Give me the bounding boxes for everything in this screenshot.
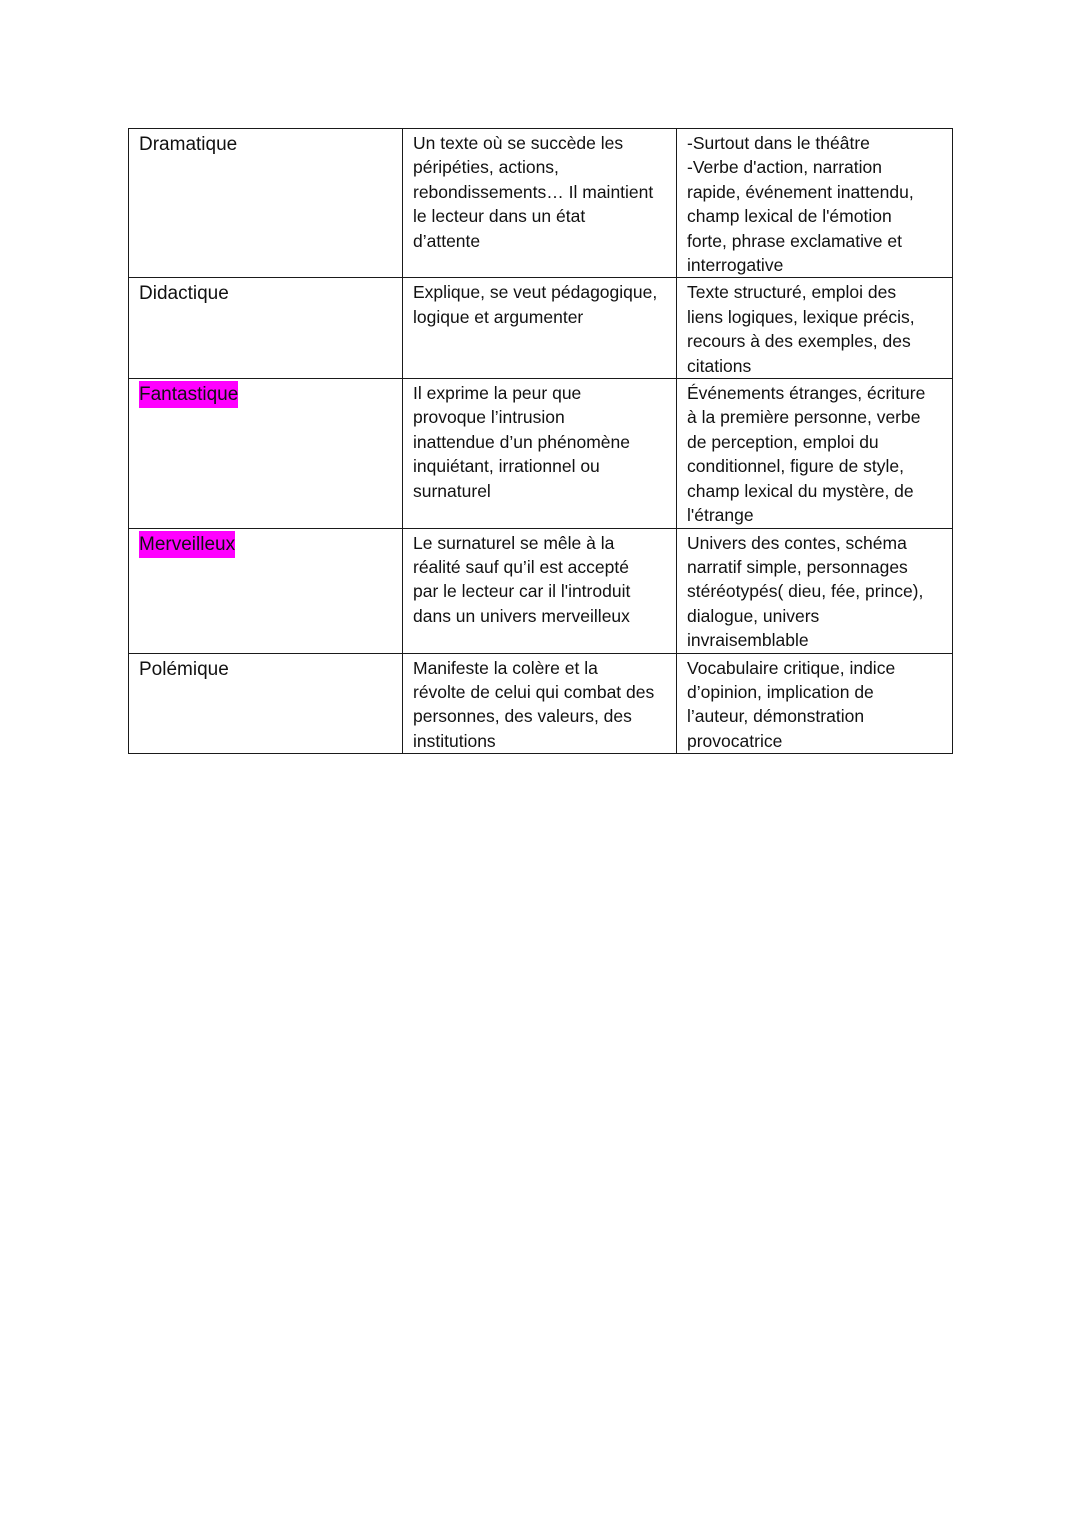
register-name: Dramatique	[139, 134, 238, 155]
register-features: Événements étranges, écriture à la première personne, verbe de perception, emploi du conditionnel, figure de style, champ lexical du mystère, de l'étrange	[687, 383, 926, 526]
register-features-cell	[677, 528, 953, 653]
register-features: -Surtout dans le théâtre -Verbe d'action, narration rapide, événement inattendu, champ lexical de l'émotion forte, phrase exclamative et interrogative	[687, 133, 914, 276]
register-definition: Le surnaturel se mêle à la réalité sauf qu’il est accepté par le lecteur car il l'introduit dans un univers merveilleux	[413, 532, 631, 626]
register-definition: Manifeste la colère et la révolte de celui qui combat des personnes, des valeurs, des institutions	[413, 657, 655, 751]
register-name: Polémique	[139, 658, 229, 680]
register-features-cell	[677, 278, 953, 379]
register-name-cell	[129, 129, 403, 278]
register-name-cell	[129, 379, 403, 528]
register-name-cell	[129, 278, 403, 379]
literary-registers-table	[128, 128, 953, 754]
register-name-cell	[129, 653, 403, 754]
register-features: Univers des contes, schéma narratif simple, personnages stéréotypés( dieu, fée, prince), dialogue, univers invraisemblable	[687, 532, 924, 651]
register-features-cell	[677, 129, 953, 278]
register-definition-cell	[403, 278, 677, 379]
table-row	[129, 379, 953, 528]
register-definition-cell	[403, 528, 677, 653]
register-definition: Il exprime la peur que provoque l’intrusion inattendue d’un phénomène inquiétant, irrationnel ou surnaturel	[413, 383, 630, 501]
register-definition-cell	[403, 379, 677, 528]
table-row	[129, 653, 953, 754]
table-row	[129, 129, 953, 278]
register-name-highlighted: Fantastique	[139, 381, 238, 408]
register-definition: Un texte où se succède les péripéties, actions, rebondissements… Il maintient le lecteur dans un état d’attente	[413, 133, 654, 251]
register-features: Texte structuré, emploi des liens logiques, lexique précis, recours à des exemples, des citations	[687, 282, 915, 376]
register-name-cell	[129, 528, 403, 653]
table-row	[129, 528, 953, 653]
register-name-highlighted: Merveilleux	[139, 531, 235, 558]
register-features: Vocabulaire critique, indice d’opinion, implication de l’auteur, démonstration provocatrice	[687, 657, 896, 751]
table-row	[129, 278, 953, 379]
register-features-cell	[677, 379, 953, 528]
register-definition: Explique, se veut pédagogique, logique et argumenter	[413, 282, 658, 327]
register-name: Didactique	[139, 283, 229, 305]
register-definition-cell	[403, 653, 677, 754]
register-features-cell	[677, 653, 953, 754]
register-definition-cell	[403, 129, 677, 278]
